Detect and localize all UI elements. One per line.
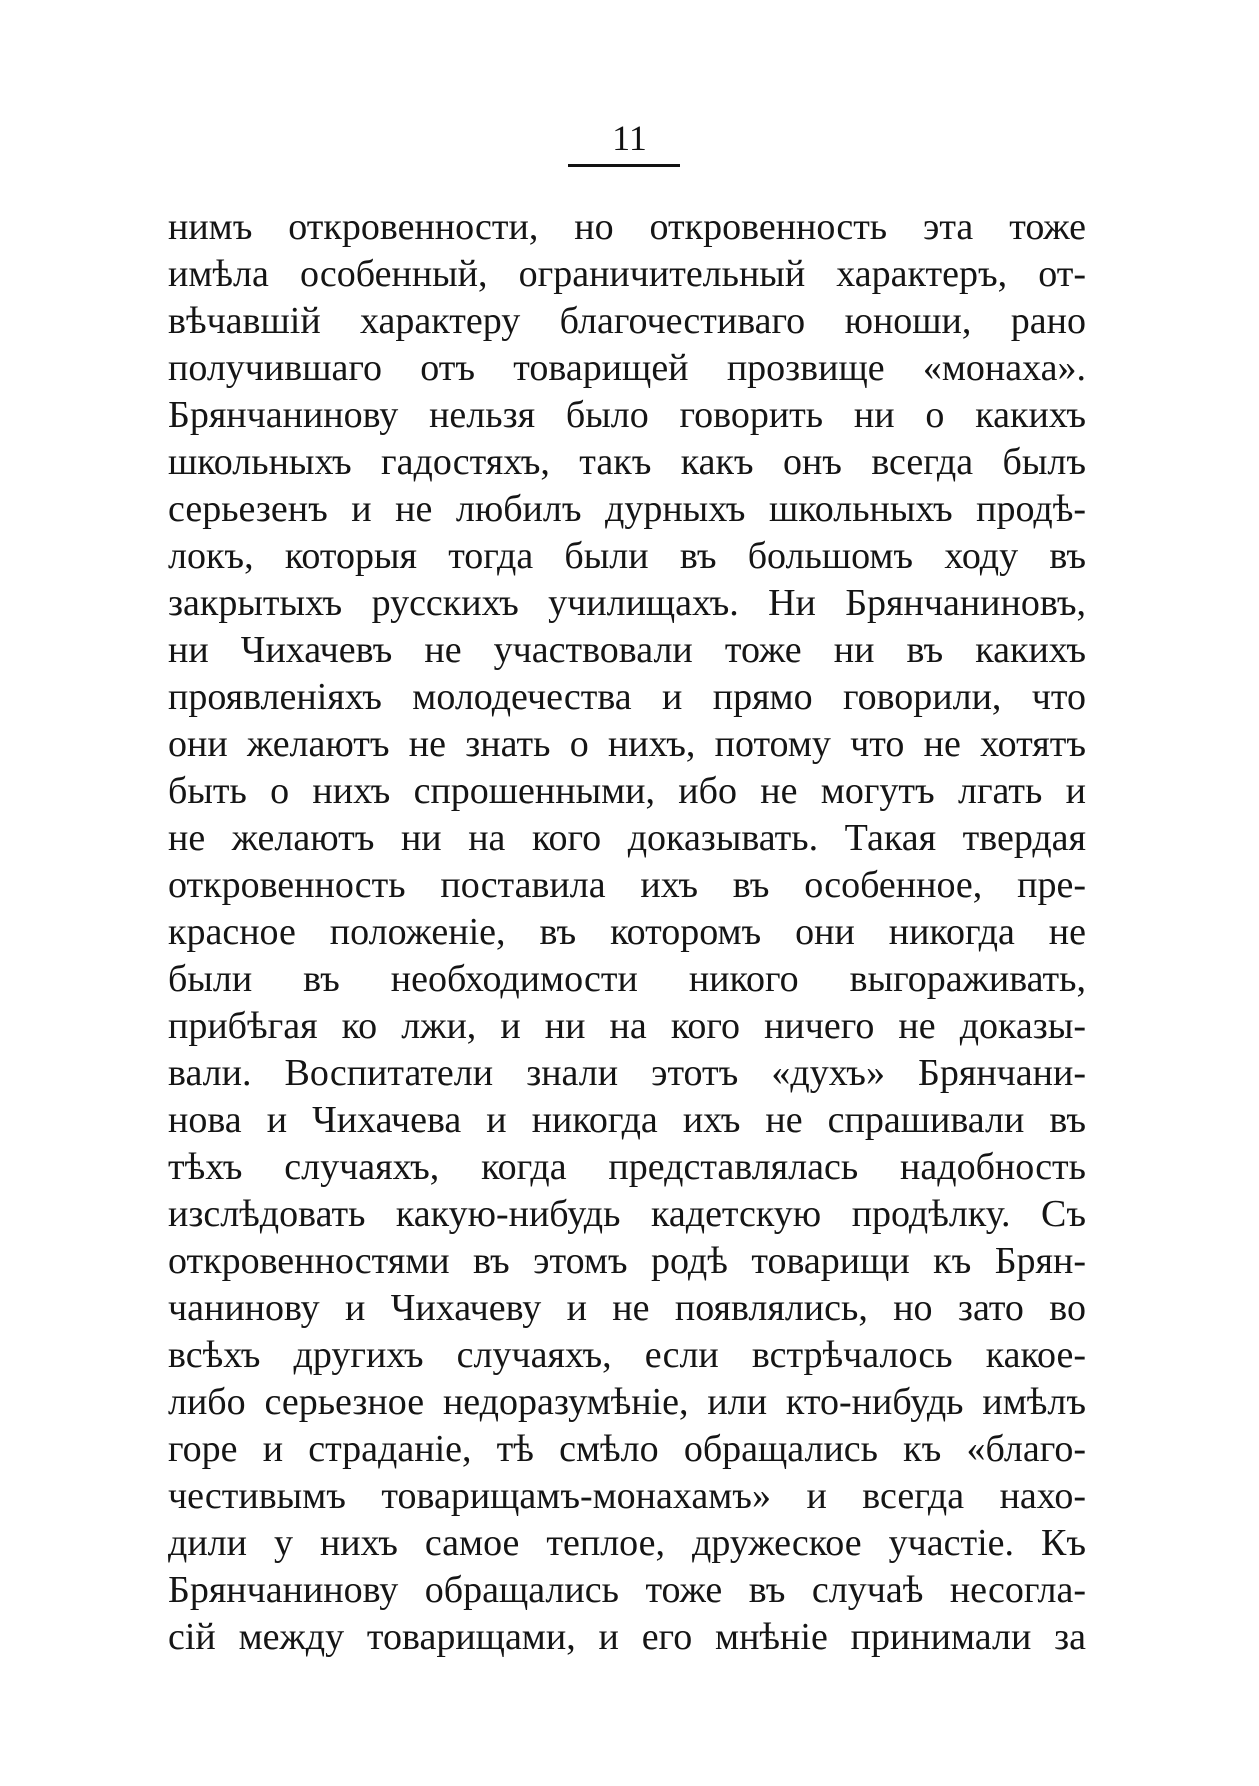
text-line: вѣчавшій характеру благочестиваго юноши, рано — [168, 300, 1086, 342]
text-line: прибѣгая ко лжи, и ни на кого ничего не доказы- — [168, 1005, 1086, 1047]
text-line: откровенностями въ этомъ родѣ товарищи къ Брян- — [168, 1240, 1086, 1282]
text-line: закрытыхъ русскихъ училищахъ. Ни Брянчаниновъ, — [168, 582, 1086, 624]
text-line: были въ необходимости никого выгораживать, — [168, 958, 1086, 1000]
text-line: сій между товарищами, и его мнѣніе принимали за — [168, 1616, 1086, 1658]
text-line: не желаютъ ни на кого доказывать. Такая твердая — [168, 817, 1086, 859]
page-number-rule — [568, 164, 680, 167]
text-line: быть о нихъ спрошенными, ибо не могутъ лгать и — [168, 770, 1086, 812]
text-line: дили у нихъ самое теплое, дружеское участіе. Къ — [168, 1522, 1086, 1564]
text-line: изслѣдовать какую-нибудь кадетскую продѣлку. Съ — [168, 1193, 1086, 1235]
text-line: получившаго отъ товарищей прозвище «монаха». — [168, 347, 1086, 389]
text-line: откровенность поставила ихъ въ особенное, пре- — [168, 864, 1086, 906]
text-line: Брянчанинову нельзя было говорить ни о какихъ — [168, 394, 1086, 436]
text-line: чанинову и Чихачеву и не появлялись, но зато во — [168, 1287, 1086, 1329]
text-line: вали. Воспитатели знали этотъ «духъ» Брянчани- — [168, 1052, 1086, 1094]
text-line: красное положеніе, въ которомъ они никогда не — [168, 911, 1086, 953]
text-line: имѣла особенный, ограничительный характеръ, от- — [168, 253, 1086, 295]
text-line: ни Чихачевъ не участвовали тоже ни въ какихъ — [168, 629, 1086, 671]
text-line: нова и Чихачева и никогда ихъ не спрашивали въ — [168, 1099, 1086, 1141]
text-line: честивымъ товарищамъ-монахамъ» и всегда нахо- — [168, 1475, 1086, 1517]
text-line: серьезенъ и не любилъ дурныхъ школьныхъ продѣ- — [168, 488, 1086, 530]
text-line: локъ, которыя тогда были въ большомъ ходу въ — [168, 535, 1086, 577]
text-line: проявленіяхъ молодечества и прямо говорили, что — [168, 676, 1086, 718]
text-line: Брянчанинову обращались тоже въ случаѣ несогла- — [168, 1569, 1086, 1611]
text-line: горе и страданіе, тѣ смѣло обращались къ «благо- — [168, 1428, 1086, 1470]
body-text — [168, 204, 1086, 1661]
page-number: 11 — [612, 118, 647, 158]
text-line: тѣхъ случаяхъ, когда представлялась надобность — [168, 1146, 1086, 1188]
text-line: школьныхъ гадостяхъ, такъ какъ онъ всегда былъ — [168, 441, 1086, 483]
text-line: либо серьезное недоразумѣніе, или кто-нибудь имѣлъ — [168, 1381, 1086, 1423]
text-line: всѣхъ другихъ случаяхъ, если встрѣчалось какое- — [168, 1334, 1086, 1376]
text-line: они желаютъ не знать о нихъ, потому что не хотятъ — [168, 723, 1086, 765]
text-line: нимъ откровенности, но откровенность эта тоже — [168, 206, 1086, 248]
